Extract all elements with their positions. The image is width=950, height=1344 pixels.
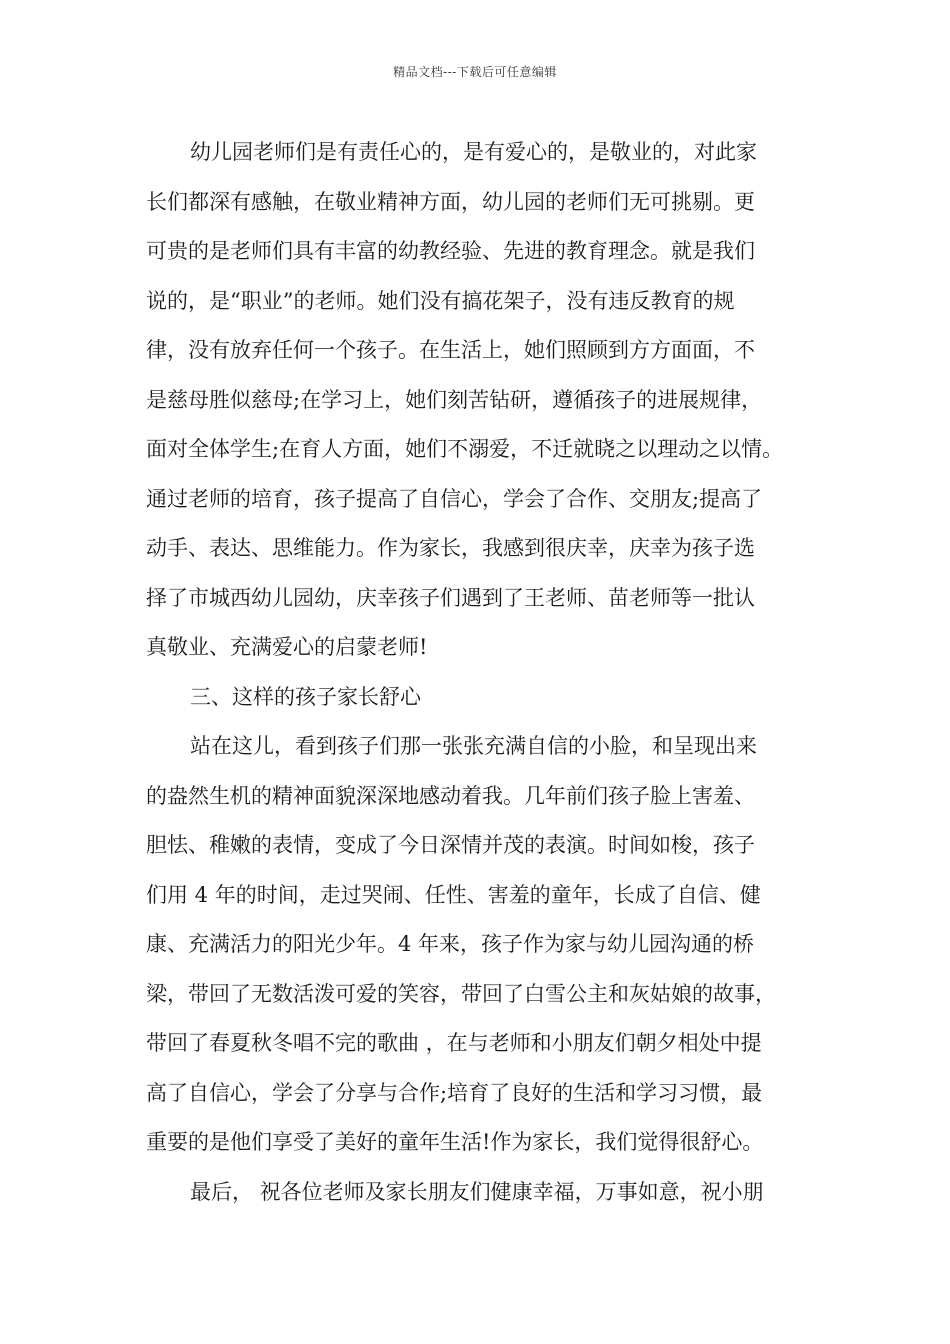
paragraph-line: 胆怯、稚嫩的表情，变成了今日深情并茂的表演。时间如梭，孩子 <box>146 833 755 857</box>
paragraph-line: 长们都深有感触，在敬业精神方面，幼儿园的老师们无可挑剔。更 <box>146 189 755 214</box>
paragraph-line: 择了市城西幼儿园幼，庆幸孩子们遇到了王老师、苗老师等一批认 <box>146 585 755 610</box>
paragraph-line: 律，没有放弃任何一个孩子。在生活上，她们照顾到方方面面，不 <box>146 338 755 362</box>
paragraph-line: 动手、表达、思维能力。作为家长，我感到很庆幸，庆幸为孩子选 <box>146 536 755 560</box>
paragraph-line: 重要的是他们享受了美好的童年生活!作为家长，我们觉得很舒心。 <box>146 1130 764 1154</box>
paragraph-line: 最后， 祝各位老师及家长朋友们健康幸福，万事如意，祝小朋 <box>190 1179 764 1204</box>
document-body <box>146 128 826 1217</box>
paragraph-line: 康、充满活力的阳光少年。4 年来，孩子作为家与幼儿园沟通的桥 <box>146 932 755 956</box>
paragraph-line: 真敬业、充满爱心的启蒙老师! <box>146 635 428 659</box>
paragraph-line: 带回了春夏秋冬唱不完的歌曲 ，在与老师和小朋友们朝夕相处中提 <box>146 1031 762 1055</box>
paragraph-line: 高了自信心，学会了分享与合作;培育了良好的生活和学习习惯，最 <box>146 1080 763 1105</box>
section-heading: 三、这样的孩子家长舒心 <box>190 684 421 709</box>
paragraph-line: 面对全体学生;在育人方面，她们不溺爱，不迁就晓之以理动之以情。 <box>146 437 784 461</box>
paragraph-line: 幼儿园老师们是有责任心的，是有爱心的，是敬业的，对此家 <box>190 140 757 164</box>
page-header: 精品文档---下载后可任意编辑 <box>393 65 557 79</box>
paragraph-line: 们用 4 年的时间，走过哭闹、任性、害羞的童年，长成了自信、健 <box>146 882 761 907</box>
paragraph-line: 通过老师的培育，孩子提高了自信心，学会了合作、交朋友;提高了 <box>146 486 763 511</box>
paragraph-line: 说的，是“职业”的老师。她们没有搞花架子，没有违反教育的规 <box>146 288 735 313</box>
paragraph-line: 梁，带回了无数活泼可爱的笑容，带回了白雪公主和灰姑娘的故事， <box>146 981 776 1006</box>
paragraph-line: 是慈母胜似慈母;在学习上，她们刻苦钻研，遵循孩子的进展规律， <box>146 387 763 412</box>
paragraph-line: 可贵的是老师们具有丰富的幼教经验、先进的教育理念。就是我们 <box>146 239 755 263</box>
paragraph-line: 的盎然生机的精神面貌深深地感动着我。几年前们孩子脸上害羞、 <box>146 783 755 808</box>
paragraph-line: 站在这儿，看到孩子们那一张张充满自信的小脸，和呈现出来 <box>190 734 757 758</box>
